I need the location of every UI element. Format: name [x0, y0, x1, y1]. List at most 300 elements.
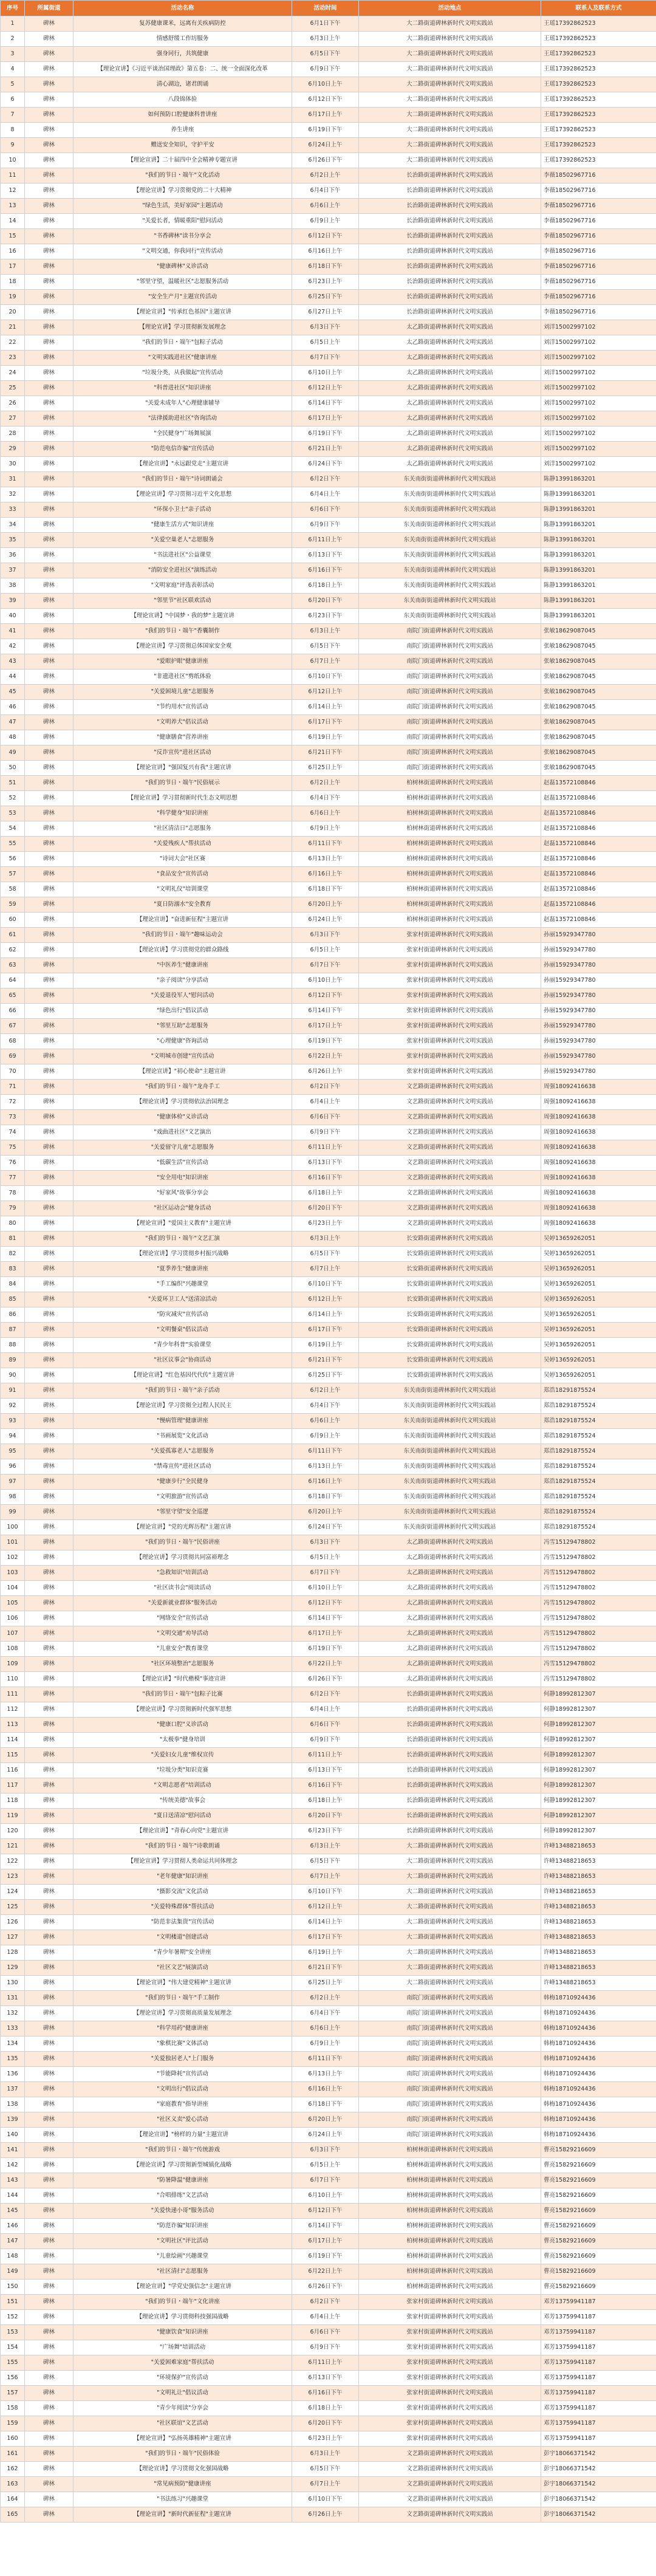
row-district: 碑林 — [25, 2052, 73, 2067]
row-index: 22 — [1, 335, 25, 351]
table-row — [1, 1520, 656, 1535]
row-district: 碑林 — [25, 2416, 73, 2431]
row-index: 143 — [1, 2173, 25, 2188]
row-activity-time: 6月26日下午 — [292, 153, 359, 168]
table-row — [1, 1718, 656, 1733]
table-row — [1, 2371, 656, 2386]
row-activity-time: 6月16日下午 — [292, 1778, 359, 1793]
row-district: 碑林 — [25, 1763, 73, 1778]
row-activity-place: 东关南街街道碑林新时代文明实践站 — [359, 1414, 541, 1429]
row-index: 123 — [1, 1869, 25, 1885]
row-index: 16 — [1, 244, 25, 259]
row-activity-name: "关爱快递小哥"服务活动 — [73, 2204, 292, 2219]
row-activity-name: "节能降耗"宣传活动 — [73, 2067, 292, 2082]
table-row — [1, 1809, 656, 1824]
row-index: 140 — [1, 2128, 25, 2143]
row-index: 122 — [1, 1854, 25, 1869]
row-index: 119 — [1, 1809, 25, 1824]
row-activity-place: 大二路街道碑林新时代文明实践站 — [359, 138, 541, 153]
row-activity-time: 6月18日上午 — [292, 2401, 359, 2416]
row-activity-place: 张家村街道碑林新时代文明实践站 — [359, 1049, 541, 1064]
row-index: 43 — [1, 654, 25, 670]
row-district: 碑林 — [25, 168, 73, 183]
table-header-row — [1, 1, 656, 16]
row-contact: 许峰13488218653 — [541, 1930, 656, 1945]
row-index: 66 — [1, 1004, 25, 1019]
row-activity-time: 6月19日下午 — [292, 426, 359, 442]
row-activity-time: 6月3日上午 — [292, 1839, 359, 1854]
row-activity-time: 6月7日下午 — [292, 1566, 359, 1581]
row-activity-place: 长治路街道碑林新时代文明实践站 — [359, 1687, 541, 1702]
row-contact: 孙丽15929347780 — [541, 1034, 656, 1049]
table-row — [1, 1991, 656, 2006]
row-contact: 韩梅18710924436 — [541, 2097, 656, 2112]
row-index: 23 — [1, 351, 25, 366]
row-activity-name: 【理论宣讲】"伟大建党精神"主题宣讲 — [73, 1976, 292, 1991]
row-activity-name: 【理论宣讲】学习贯彻党的群众路线 — [73, 943, 292, 958]
row-activity-name: "防暑降温"健康讲座 — [73, 2173, 292, 2188]
row-district: 碑林 — [25, 2295, 73, 2310]
row-district: 碑林 — [25, 442, 73, 457]
table-row — [1, 594, 656, 609]
row-activity-place: 张家村街道碑林新时代文明实践站 — [359, 2371, 541, 2386]
row-activity-time: 6月3日下午 — [292, 928, 359, 943]
row-district: 碑林 — [25, 913, 73, 928]
row-district: 碑林 — [25, 2371, 73, 2386]
row-district: 碑林 — [25, 1125, 73, 1140]
row-contact: 孙丽15929347780 — [541, 1019, 656, 1034]
row-index: 117 — [1, 1778, 25, 1793]
row-district: 碑林 — [25, 715, 73, 730]
row-contact: 赵磊13572108846 — [541, 897, 656, 913]
row-activity-time: 6月9日上午 — [292, 214, 359, 229]
row-district: 碑林 — [25, 2280, 73, 2295]
row-district: 碑林 — [25, 1778, 73, 1793]
row-contact: 赵磊13572108846 — [541, 852, 656, 867]
table-row — [1, 1702, 656, 1718]
row-contact: 周强18092416638 — [541, 1156, 656, 1171]
row-activity-time: 6月7日下午 — [292, 351, 359, 366]
row-activity-time: 6月11日下午 — [292, 1444, 359, 1459]
row-district: 碑林 — [25, 381, 73, 396]
row-activity-place: 长安路街道碑林新时代文明实践站 — [359, 1262, 541, 1277]
row-district: 碑林 — [25, 1991, 73, 2006]
row-activity-place: 太乙路街道碑林新时代文明实践站 — [359, 351, 541, 366]
row-activity-place: 南院门街道碑林新时代文明实践站 — [359, 670, 541, 685]
table-row — [1, 2219, 656, 2234]
row-district: 碑林 — [25, 335, 73, 351]
table-row — [1, 2067, 656, 2082]
row-index: 98 — [1, 1490, 25, 1505]
row-index: 148 — [1, 2249, 25, 2264]
row-index: 125 — [1, 1900, 25, 1915]
table-row — [1, 2082, 656, 2097]
row-district: 碑林 — [25, 791, 73, 806]
table-row — [1, 624, 656, 639]
row-activity-time: 6月11日上午 — [292, 1140, 359, 1156]
table-row — [1, 1961, 656, 1976]
row-contact: 何静18992812307 — [541, 1702, 656, 1718]
row-activity-name: "反诈宣传"进社区活动 — [73, 745, 292, 761]
row-activity-time: 6月5日下午 — [292, 47, 359, 62]
row-activity-time: 6月6日下午 — [292, 1718, 359, 1733]
row-activity-time: 6月3日下午 — [292, 320, 359, 335]
row-activity-name: "关爱未成年人"心理健康辅导 — [73, 396, 292, 411]
row-contact: 陈静13991863201 — [541, 487, 656, 502]
row-district: 碑林 — [25, 1338, 73, 1353]
table-row — [1, 2097, 656, 2112]
row-activity-place: 文艺路街道碑林新时代文明实践站 — [359, 2477, 541, 2492]
row-activity-place: 柏树林街道碑林新时代文明实践站 — [359, 867, 541, 882]
row-activity-place: 东关南街街道碑林新时代文明实践站 — [359, 1520, 541, 1535]
row-activity-place: 大二路街道碑林新时代文明实践站 — [359, 1915, 541, 1930]
row-district: 碑林 — [25, 2462, 73, 2477]
table-row — [1, 1292, 656, 1307]
row-activity-time: 6月21日上午 — [292, 442, 359, 457]
header-activity-place: 活动地点 — [359, 1, 541, 16]
table-row — [1, 2128, 656, 2143]
row-district: 碑林 — [25, 1247, 73, 1262]
row-activity-time: 6月17日下午 — [292, 1930, 359, 1945]
table-row — [1, 1550, 656, 1566]
row-activity-place: 柏树林街道碑林新时代文明实践站 — [359, 897, 541, 913]
table-row — [1, 426, 656, 442]
row-index: 18 — [1, 275, 25, 290]
table-row — [1, 183, 656, 199]
table-row — [1, 806, 656, 821]
row-activity-name: "书画展览"文化活动 — [73, 1429, 292, 1444]
row-district: 碑林 — [25, 2188, 73, 2204]
row-district: 碑林 — [25, 32, 73, 47]
table-row — [1, 882, 656, 897]
row-district: 碑林 — [25, 578, 73, 594]
row-district: 碑林 — [25, 2173, 73, 2188]
row-activity-name: "全民健身"广场舞展演 — [73, 426, 292, 442]
table-row — [1, 153, 656, 168]
row-contact: 陈静13991863201 — [541, 533, 656, 548]
row-contact: 冯雪15129478802 — [541, 1657, 656, 1672]
row-contact: 吴婷13659262051 — [541, 1262, 656, 1277]
row-activity-time: 6月24日下午 — [292, 457, 359, 472]
row-contact: 赵磊13572108846 — [541, 913, 656, 928]
row-activity-place: 东关南街街道碑林新时代文明实践站 — [359, 1383, 541, 1399]
row-activity-time: 6月17日上午 — [292, 1019, 359, 1034]
row-activity-place: 文艺路街道碑林新时代文明实践站 — [359, 2492, 541, 2507]
row-index: 3 — [1, 47, 25, 62]
table-row — [1, 670, 656, 685]
row-contact: 郑浩18291875524 — [541, 1399, 656, 1414]
row-activity-name: "心理健康"咨询活动 — [73, 1034, 292, 1049]
row-activity-time: 6月4日下午 — [292, 183, 359, 199]
row-activity-name: 【理论宣讲】"学党史强信念"主题宣讲 — [73, 2280, 292, 2295]
row-index: 86 — [1, 1307, 25, 1323]
row-district: 碑林 — [25, 214, 73, 229]
row-activity-time: 6月3日上午 — [292, 1231, 359, 1247]
row-district: 碑林 — [25, 1262, 73, 1277]
row-index: 131 — [1, 1991, 25, 2006]
row-district: 碑林 — [25, 1824, 73, 1839]
row-district: 碑林 — [25, 2310, 73, 2325]
row-activity-time: 6月11日上午 — [292, 1748, 359, 1763]
row-activity-name: "邻里互助"志愿服务 — [73, 1019, 292, 1034]
row-activity-place: 长安路街道碑林新时代文明实践站 — [359, 1292, 541, 1307]
row-contact: 王瑶17392862523 — [541, 138, 656, 153]
row-activity-time: 6月18日上午 — [292, 578, 359, 594]
table-row — [1, 138, 656, 153]
table-row — [1, 2325, 656, 2340]
row-activity-name: "关爱独居老人"上门服务 — [73, 2052, 292, 2067]
row-district: 碑林 — [25, 988, 73, 1004]
row-contact: 孙丽15929347780 — [541, 973, 656, 988]
table-row — [1, 1338, 656, 1353]
row-index: 26 — [1, 396, 25, 411]
row-district: 碑林 — [25, 1323, 73, 1338]
row-activity-place: 长治路街道碑林新时代文明实践站 — [359, 305, 541, 320]
row-district: 碑林 — [25, 1307, 73, 1323]
row-district: 碑林 — [25, 244, 73, 259]
row-activity-name: "儿童安全"教育课堂 — [73, 1642, 292, 1657]
row-activity-place: 南院门街道碑林新时代文明实践站 — [359, 2036, 541, 2052]
row-contact: 王瑶17392862523 — [541, 47, 656, 62]
row-activity-name: "防范电信诈骗"宣传活动 — [73, 442, 292, 457]
row-index: 6 — [1, 92, 25, 108]
row-district: 碑林 — [25, 1216, 73, 1231]
row-activity-place: 柏树林街道碑林新时代文明实践站 — [359, 2173, 541, 2188]
row-activity-name: "社区环境整治"志愿服务 — [73, 1657, 292, 1672]
row-activity-time: 6月3日下午 — [292, 1535, 359, 1550]
row-activity-place: 张家村街道碑林新时代文明实践站 — [359, 2310, 541, 2325]
row-index: 129 — [1, 1961, 25, 1976]
row-district: 碑林 — [25, 1201, 73, 1216]
row-contact: 陈静13991863201 — [541, 502, 656, 518]
row-district: 碑林 — [25, 1626, 73, 1642]
row-index: 145 — [1, 2204, 25, 2219]
row-activity-place: 长治路街道碑林新时代文明实践站 — [359, 1778, 541, 1793]
row-index: 7 — [1, 108, 25, 123]
row-activity-time: 6月10日上午 — [292, 77, 359, 92]
row-district: 碑林 — [25, 761, 73, 776]
row-activity-name: "我们的节日・端午"文艺汇演 — [73, 1231, 292, 1247]
header-activity-name: 活动名称 — [73, 1, 292, 16]
row-activity-place: 太乙路街道碑林新时代文明实践站 — [359, 396, 541, 411]
row-activity-time: 6月20日上午 — [292, 2112, 359, 2128]
table-row — [1, 730, 656, 745]
row-activity-time: 6月10日下午 — [292, 1885, 359, 1900]
row-activity-place: 长安路街道碑林新时代文明实践站 — [359, 1277, 541, 1292]
table-row — [1, 2462, 656, 2477]
row-index: 103 — [1, 1566, 25, 1581]
row-district: 碑林 — [25, 958, 73, 973]
row-district: 碑林 — [25, 1535, 73, 1550]
row-activity-place: 大二路街道碑林新时代文明实践站 — [359, 1961, 541, 1976]
row-index: 45 — [1, 685, 25, 700]
row-activity-place: 南院门街道碑林新时代文明实践站 — [359, 2067, 541, 2082]
row-index: 12 — [1, 183, 25, 199]
row-district: 碑林 — [25, 928, 73, 943]
row-index: 93 — [1, 1414, 25, 1429]
row-district: 碑林 — [25, 2036, 73, 2052]
row-contact: 彭宇18066371542 — [541, 2477, 656, 2492]
row-activity-place: 文艺路街道碑林新时代文明实践站 — [359, 1216, 541, 1231]
row-contact: 彭宇18066371542 — [541, 2462, 656, 2477]
row-activity-time: 6月9日下午 — [292, 1733, 359, 1748]
row-activity-time: 6月18日上午 — [292, 1186, 359, 1201]
row-contact: 赵磊13572108846 — [541, 806, 656, 821]
row-activity-time: 6月20日下午 — [292, 1809, 359, 1824]
row-contact: 韩梅18710924436 — [541, 2112, 656, 2128]
row-activity-place: 东关南街街道碑林新时代文明实践站 — [359, 1490, 541, 1505]
table-row — [1, 320, 656, 335]
row-activity-name: "防范诈骗"知识讲座 — [73, 2219, 292, 2234]
row-district: 碑林 — [25, 351, 73, 366]
row-activity-name: "社区文艺"展演活动 — [73, 1961, 292, 1976]
row-contact: 冯雪15129478802 — [541, 1642, 656, 1657]
row-district: 碑林 — [25, 730, 73, 745]
row-activity-time: 6月11日上午 — [292, 2355, 359, 2371]
table-row — [1, 1535, 656, 1550]
table-row — [1, 1247, 656, 1262]
table-row — [1, 1064, 656, 1080]
table-row — [1, 1459, 656, 1475]
row-activity-name: "合唱排练"文艺活动 — [73, 2188, 292, 2204]
row-activity-name: "社区义卖"爱心活动 — [73, 2112, 292, 2128]
row-activity-time: 6月1日下午 — [292, 16, 359, 32]
row-activity-time: 6月6日上午 — [292, 1414, 359, 1429]
row-activity-time: 6月27日上午 — [292, 305, 359, 320]
row-activity-name: "文明城市创建"宣传活动 — [73, 1049, 292, 1064]
row-contact: 孙丽15929347780 — [541, 988, 656, 1004]
row-activity-time: 6月7日下午 — [292, 2173, 359, 2188]
row-district: 碑林 — [25, 670, 73, 685]
row-index: 55 — [1, 837, 25, 852]
row-activity-time: 6月19日上午 — [292, 1338, 359, 1353]
table-row — [1, 2340, 656, 2355]
row-activity-name: "健康口腔"义诊活动 — [73, 1718, 292, 1733]
table-row — [1, 2431, 656, 2447]
row-contact: 韩梅18710924436 — [541, 2036, 656, 2052]
row-activity-place: 大二路街道碑林新时代文明实践站 — [359, 92, 541, 108]
row-index: 31 — [1, 472, 25, 487]
row-district: 碑林 — [25, 2067, 73, 2082]
row-activity-time: 6月17日下午 — [292, 1323, 359, 1338]
row-contact: 张敏18629087045 — [541, 654, 656, 670]
row-activity-name: "关爱新就业群体"服务活动 — [73, 1596, 292, 1611]
row-activity-time: 6月6日下午 — [292, 1110, 359, 1125]
row-activity-time: 6月9日下午 — [292, 62, 359, 77]
row-contact: 何静18992812307 — [541, 1763, 656, 1778]
table-row — [1, 1930, 656, 1945]
row-district: 碑林 — [25, 2097, 73, 2112]
row-activity-time: 6月19日下午 — [292, 123, 359, 138]
table-row — [1, 1186, 656, 1201]
row-activity-name: 【理论宣讲】学习贯彻人类命运共同体理念 — [73, 1854, 292, 1869]
row-district: 碑林 — [25, 1885, 73, 1900]
row-activity-place: 文艺路街道碑林新时代文明实践站 — [359, 2462, 541, 2477]
table-row — [1, 943, 656, 958]
row-index: 57 — [1, 867, 25, 882]
row-contact: 邓芳13759941187 — [541, 2325, 656, 2340]
table-row — [1, 654, 656, 670]
row-activity-name: "手工编织"兴趣课堂 — [73, 1277, 292, 1292]
row-district: 碑林 — [25, 229, 73, 244]
row-activity-name: "文明养犬"倡议活动 — [73, 715, 292, 730]
row-index: 109 — [1, 1657, 25, 1672]
row-contact: 冯雪15129478802 — [541, 1672, 656, 1687]
table-row — [1, 2295, 656, 2310]
row-district: 碑林 — [25, 1581, 73, 1596]
row-index: 69 — [1, 1049, 25, 1064]
row-activity-name: "急救知识"培训活动 — [73, 1566, 292, 1581]
row-activity-time: 6月7日上午 — [292, 654, 359, 670]
row-index: 94 — [1, 1429, 25, 1444]
row-district: 碑林 — [25, 2006, 73, 2021]
row-activity-place: 太乙路街道碑林新时代文明实践站 — [359, 1535, 541, 1550]
row-activity-place: 柏树林街道碑林新时代文明实践站 — [359, 2188, 541, 2204]
row-activity-place: 太乙路街道碑林新时代文明实践站 — [359, 1581, 541, 1596]
row-contact: 陈静13991863201 — [541, 563, 656, 578]
row-district: 碑林 — [25, 1793, 73, 1809]
row-activity-name: "健康体检"义诊活动 — [73, 1110, 292, 1125]
row-activity-name: "我们的节日・端午"包粽子比赛 — [73, 1687, 292, 1702]
row-contact: 张敏18629087045 — [541, 639, 656, 654]
row-activity-time: 6月11日下午 — [292, 837, 359, 852]
table-row — [1, 2249, 656, 2264]
row-contact: 刘洋15002997102 — [541, 381, 656, 396]
row-activity-time: 6月5日上午 — [292, 2158, 359, 2173]
row-activity-name: "邻里守望，温暖社区"志愿服务活动 — [73, 275, 292, 290]
table-row — [1, 502, 656, 518]
row-activity-time: 6月3日下午 — [292, 2143, 359, 2158]
table-row — [1, 791, 656, 806]
row-activity-place: 长治路街道碑林新时代文明实践站 — [359, 214, 541, 229]
row-index: 157 — [1, 2386, 25, 2401]
row-district: 碑林 — [25, 1034, 73, 1049]
row-contact: 郑浩18291875524 — [541, 1520, 656, 1535]
row-activity-name: "摄影交流"文化活动 — [73, 1885, 292, 1900]
row-activity-name: "法律援助进社区"咨询活动 — [73, 411, 292, 426]
row-district: 碑林 — [25, 1505, 73, 1520]
row-contact: 王瑶17392862523 — [541, 32, 656, 47]
table-row — [1, 1475, 656, 1490]
table-row — [1, 2234, 656, 2249]
table-row — [1, 1824, 656, 1839]
table-row — [1, 700, 656, 715]
table-row — [1, 472, 656, 487]
row-district: 碑林 — [25, 806, 73, 821]
row-district: 碑林 — [25, 2325, 73, 2340]
table-row — [1, 275, 656, 290]
table-row — [1, 1307, 656, 1323]
row-index: 152 — [1, 2310, 25, 2325]
row-activity-place: 长治路街道碑林新时代文明实践站 — [359, 1824, 541, 1839]
row-activity-time: 6月14日上午 — [292, 1307, 359, 1323]
row-index: 84 — [1, 1277, 25, 1292]
row-index: 27 — [1, 411, 25, 426]
row-activity-name: 【理论宣讲】学习贯彻新时代强军思想 — [73, 1702, 292, 1718]
row-contact: 张敏18629087045 — [541, 700, 656, 715]
row-activity-name: "我们的节日・端午"文化讲座 — [73, 2295, 292, 2310]
row-contact: 李薇18502967716 — [541, 229, 656, 244]
table-row — [1, 32, 656, 47]
row-contact: 许峰13488218653 — [541, 1869, 656, 1885]
row-index: 120 — [1, 1824, 25, 1839]
row-activity-name: "科学用药"健康讲座 — [73, 2021, 292, 2036]
row-activity-time: 6月4日上午 — [292, 1702, 359, 1718]
row-index: 161 — [1, 2447, 25, 2462]
row-activity-name: 复苏健康课米，远离有关疾病防控 — [73, 16, 292, 32]
row-index: 127 — [1, 1930, 25, 1945]
table-row — [1, 821, 656, 837]
